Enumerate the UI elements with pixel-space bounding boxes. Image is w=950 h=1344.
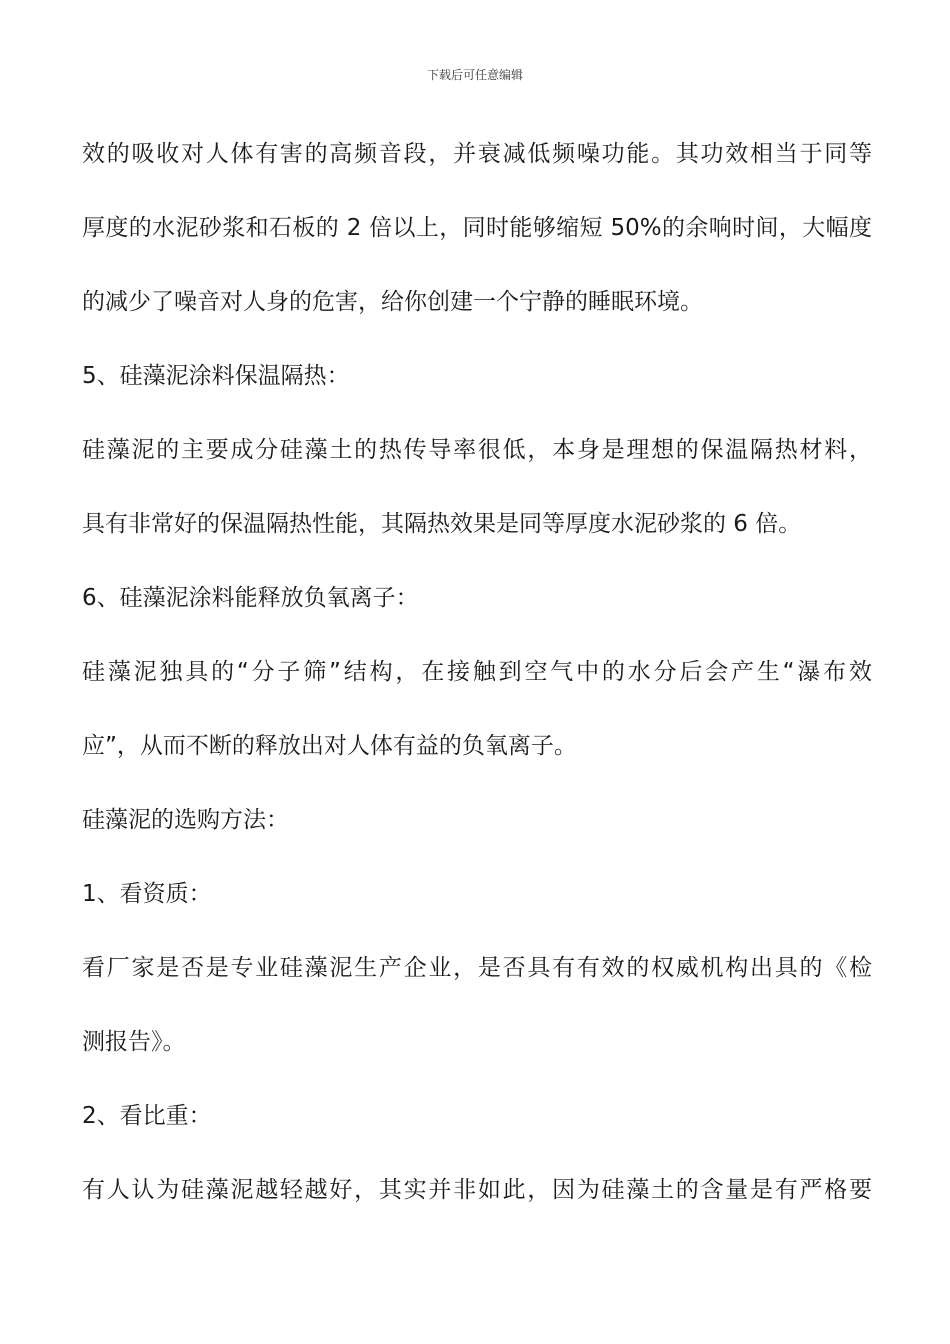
paragraph-line: 应”，从而不断的释放出对人体有益的负氧离子。	[82, 733, 577, 759]
section-heading: 2、看比重：	[82, 1103, 212, 1129]
paragraph-line: 的减少了噪音对人身的危害，给你创建一个宁静的睡眠环境。	[82, 289, 703, 315]
paragraph-line: 有人认为硅藻泥越轻越好，其实并非如此，因为硅藻土的含量是有严格要	[82, 1177, 872, 1203]
section-heading: 硅藻泥的选购方法：	[82, 807, 289, 833]
document-body	[82, 117, 872, 1227]
section-heading: 5、硅藻泥涂料保温隔热：	[82, 363, 350, 389]
paragraph-line: 厚度的水泥砂浆和石板的 2 倍以上，同时能够缩短 50%的余响时间，大幅度	[82, 215, 872, 241]
paragraph-line: 硅藻泥的主要成分硅藻土的热传导率很低，本身是理想的保温隔热材料，	[82, 437, 872, 463]
paragraph-line: 具有非常好的保温隔热性能，其隔热效果是同等厚度水泥砂浆的 6 倍。	[82, 511, 802, 537]
paragraph-line: 测报告》。	[82, 1029, 186, 1055]
section-heading: 1、看资质：	[82, 881, 212, 907]
paragraph-line: 看厂家是否是专业硅藻泥生产企业，是否具有有效的权威机构出具的《检	[82, 955, 872, 981]
paragraph-line: 硅藻泥独具的“分子筛”结构，在接触到空气中的水分后会产生“瀑布效	[82, 659, 872, 685]
page-header: 下载后可任意编辑	[426, 68, 523, 82]
paragraph-line: 效的吸收对人体有害的高频音段，并衰减低频噪功能。其功效相当于同等	[82, 141, 872, 167]
section-heading: 6、硅藻泥涂料能释放负氧离子：	[82, 585, 419, 611]
